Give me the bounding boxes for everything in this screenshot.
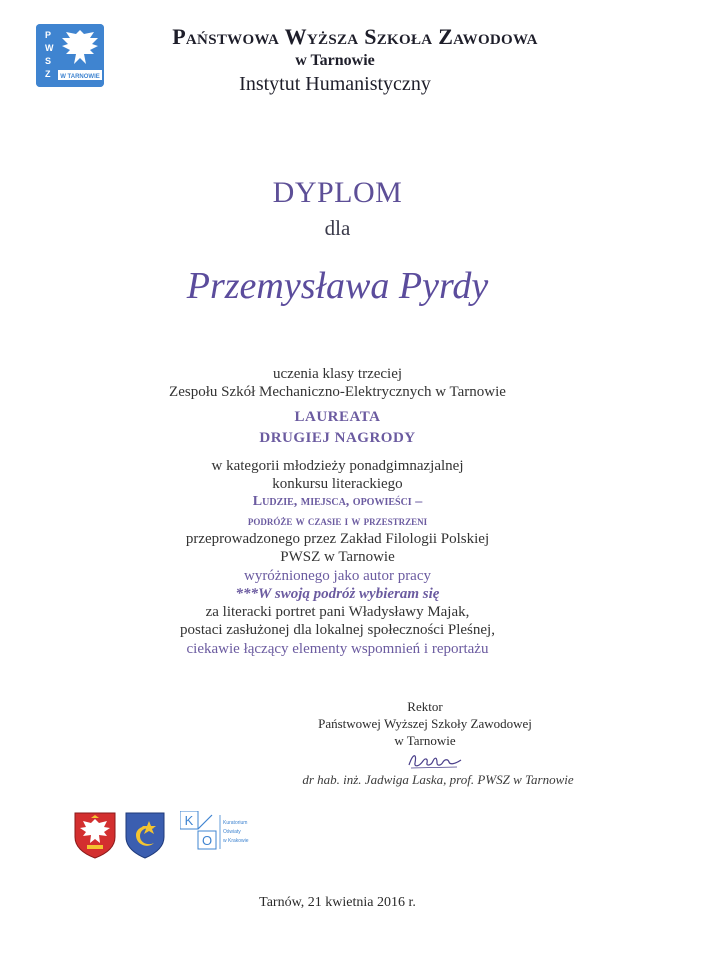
ko-text-3: w Krakowie (223, 838, 249, 844)
logo-subtitle: W TARNOWIE (60, 74, 100, 80)
body-line-portrait: za literacki portret pani Władysławy Majak, (205, 604, 470, 620)
recipient-name: Przemysława Pyrdy (186, 265, 489, 307)
diploma-title: DYPLOM (272, 176, 403, 209)
body-line-work-title: ***W swoją podróż wybieram się (235, 586, 440, 602)
body-line-elements: ciekawie łączący elementy wspomnień i reportażu (186, 641, 489, 657)
coat-of-arms-tarnow-icon (124, 811, 166, 859)
ko-letter-k: K (184, 813, 194, 828)
eagle-logo-icon (36, 24, 104, 87)
body-line-pwsz: PWSZ w Tarnowie (280, 549, 395, 565)
school-name: Państwowa Wyższa Szkoła Zawodowa (172, 24, 538, 49)
ko-text-2: Oświaty (223, 829, 241, 835)
issue-date: Tarnów, 21 kwietnia 2016 r. (259, 895, 416, 910)
logo-letter-w: W (45, 43, 54, 53)
ko-letter-o: O (201, 833, 213, 848)
coat-of-arms-eagle-icon (73, 811, 117, 859)
body-line-category: w kategorii młodzieży ponadgimnazjalnej (211, 458, 464, 474)
signature-institution: Państwowej Wyższej Szkoły Zawodowej (318, 716, 532, 731)
body-line-school: Zespołu Szkół Mechaniczno-Elektrycznych w Tarnowie (169, 384, 506, 400)
signature-block (300, 698, 550, 749)
logo-letter-z: Z (45, 69, 51, 79)
body-line-class: uczenia klasy trzeciej (272, 366, 403, 382)
signature-city: w Tarnowie (394, 733, 456, 748)
kuratorium-logo (180, 811, 260, 853)
school-logo (36, 24, 104, 87)
body-line-contest-title-1: Ludzie, miejsca, opowieści – (252, 494, 423, 509)
body-line-prize: DRUGIEJ NAGRODY (259, 430, 416, 446)
institute-name: Instytut Humanistyczny (239, 73, 431, 95)
body-line-organizer: przeprowadzonego przez Zakład Filologii Polskiej (185, 531, 490, 547)
body-line-distinguished: wyróżnionego jako autor pracy (243, 568, 432, 584)
logo-letter-s: S (45, 56, 52, 66)
body-line-contest: konkursu literackiego (272, 476, 403, 492)
body-line-laureate: LAUREATA (294, 409, 381, 425)
signature-role: Rektor (407, 699, 443, 714)
body-line-person: postaci zasłużonej dla lokalnej społeczności Pleśnej, (180, 622, 495, 638)
diploma-for: dla (324, 216, 351, 240)
school-city: w Tarnowie (295, 52, 375, 69)
signatory-name: dr hab. inż. Jadwiga Laska, prof. PWSZ w Tarnowie (302, 772, 574, 787)
logo-letter-p: P (45, 30, 52, 40)
body-line-contest-title-2: podróże w czasie i w przestrzeni (247, 513, 428, 528)
ko-text-1: Kuratorium (223, 820, 248, 826)
handwritten-signature (405, 749, 465, 771)
